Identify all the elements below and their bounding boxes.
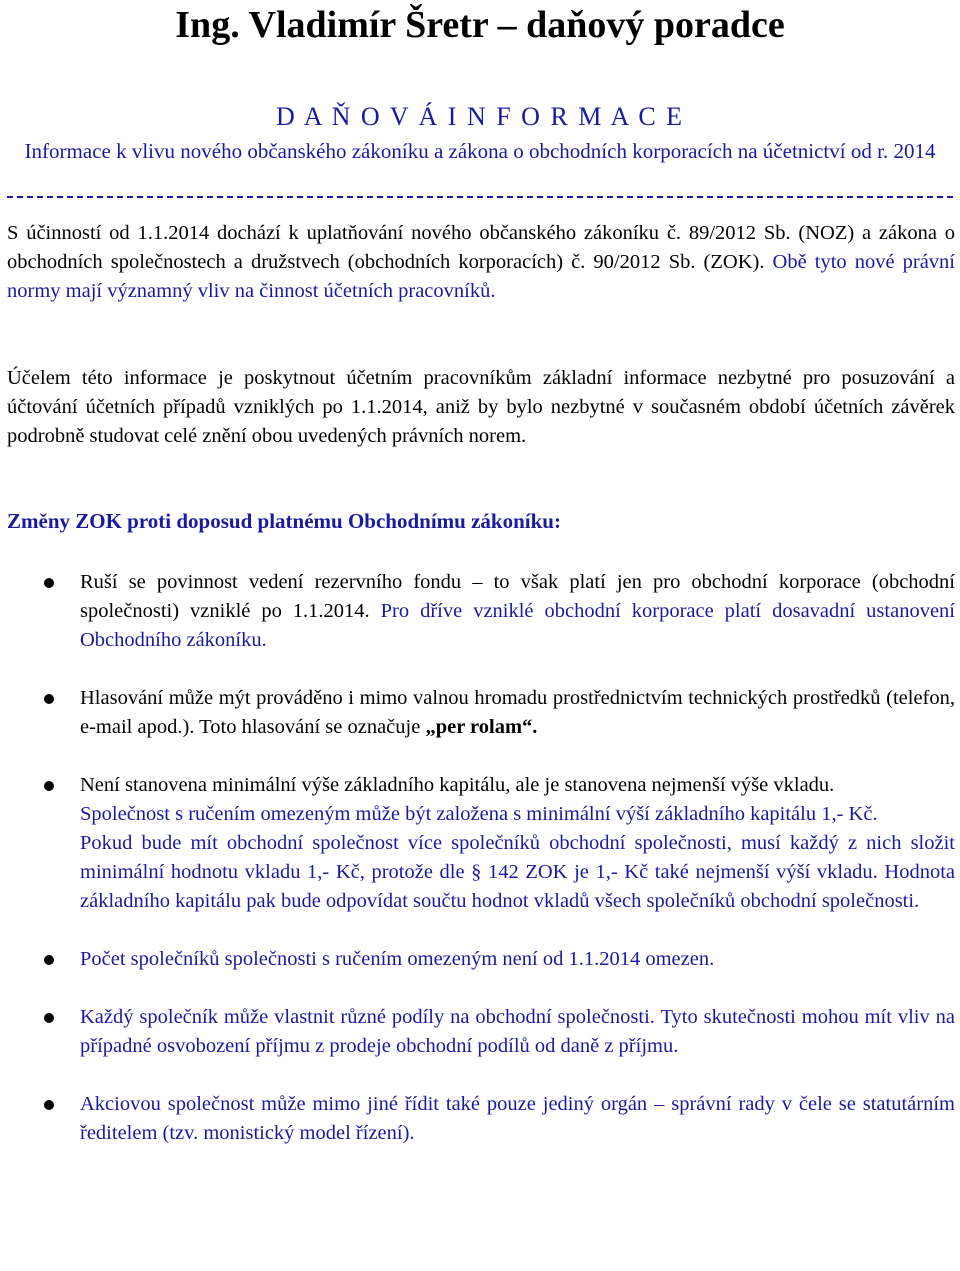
bullet2-text-b: „per rolam“.	[425, 716, 538, 738]
bullet2-text-a: Hlasování může mýt prováděno i mimo valnou hromadu prostřednictvím technických prostředků (telefon, e-mail apod.). Toto hlasování se označuje	[80, 687, 955, 738]
bullet-icon	[44, 1100, 54, 1110]
list-item-shares	[7, 1003, 955, 1061]
document-subtitle: Informace k vlivu nového občanského zákoníku a zákona o obchodních korporacích na účetnictví od r. 2014	[24, 139, 936, 163]
bullet5-text: Každý společník může vlastnit různé podíly na obchodní společnosti. Tyto skutečnosti mohou mít vliv na případné osvobození příjmu z prodeje obchodní podílů od daně z příjmu.	[80, 1006, 955, 1057]
list-item-capital	[7, 771, 955, 916]
bullet3-paragraph-2: Společnost s ručením omezeným může být založena s minimální výší základního kapitálu 1,- Kč.	[80, 803, 878, 825]
bullet4-text: Počet společníků společnosti s ručením omezeným není od 1.1.2014 omezen.	[80, 948, 715, 970]
section-heading: D A Ň O V Á I N F O R M A C E	[275, 102, 685, 131]
list-item-member-count	[7, 945, 955, 974]
bullet3-paragraph-3: Pokud bude mít obchodní společnost více společníků obchodní společnosti, musí každý z nich složit minimální hodnotu vkladu 1,- Kč, protože dle § 142 ZOK je 1,- Kč také nejmenší výší vkladu. Hodnota základního kapitálu pak bude odpovídat součtu hodnot vkladů všech společníků obchodní společnosti.	[80, 832, 955, 912]
list-item-per-rolam	[7, 684, 955, 742]
zok-changes-heading: Změny ZOK proti doposud platnému Obchodnímu zákoníku:	[7, 509, 561, 533]
intro-text-a: S účinností od 1.1.2014 dochází k uplatňování nového občanského zákoníku č. 89/2012 Sb. (NOZ) a zákona o obchodních společnostech a družstvech (obchodních korporacích) č. 90/2012 Sb. (ZOK).	[7, 222, 955, 273]
bullet-icon	[44, 1013, 54, 1023]
bullet-icon	[44, 578, 54, 588]
bullet1-text-b: Pro dříve vzniklé obchodní korporace platí dosavadní ustanovení Obchodního zákoníku.	[80, 600, 955, 651]
bullet6-text: Akciovou společnost může mimo jiné řídit také pouze jediný orgán – správní rady v čele se statutárním ředitelem (tzv. monistický model řízení).	[80, 1093, 955, 1144]
list-item-monistic-model	[7, 1090, 955, 1148]
bullet3-paragraph-1: Není stanovena minimální výše základního kapitálu, ale je stanovena nejmenší výše vkladu.	[80, 774, 835, 796]
bullet1-text-a: Ruší se povinnost vedení rezervního fondu – to však platí jen pro obchodní korporace (obchodní společnosti) vzniklé po 1.1.2014.	[80, 571, 955, 622]
intro-text-b: Obě tyto nové právní normy mají významný vliv na činnost účetních pracovníků.	[7, 251, 956, 302]
purpose-paragraph: Účelem této informace je poskytnout účetním pracovníkům základní informace nezbytné pro posuzování a účtování účetních případů vzniklých po 1.1.2014, aniž by bylo nezbytné v současném období účetních závěrek podrobně studovat celé znění obou uvedených právních norem.	[7, 367, 955, 447]
bullet-icon	[44, 694, 54, 704]
zok-changes-list	[7, 568, 955, 1148]
bullet-icon	[44, 781, 54, 791]
document-title: Ing. Vladimír Šretr – daňový poradce	[175, 4, 785, 46]
dashed-divider	[7, 196, 955, 198]
bullet-icon	[44, 955, 54, 965]
intro-paragraph	[7, 219, 955, 306]
list-item-reserve-fund	[7, 568, 955, 655]
